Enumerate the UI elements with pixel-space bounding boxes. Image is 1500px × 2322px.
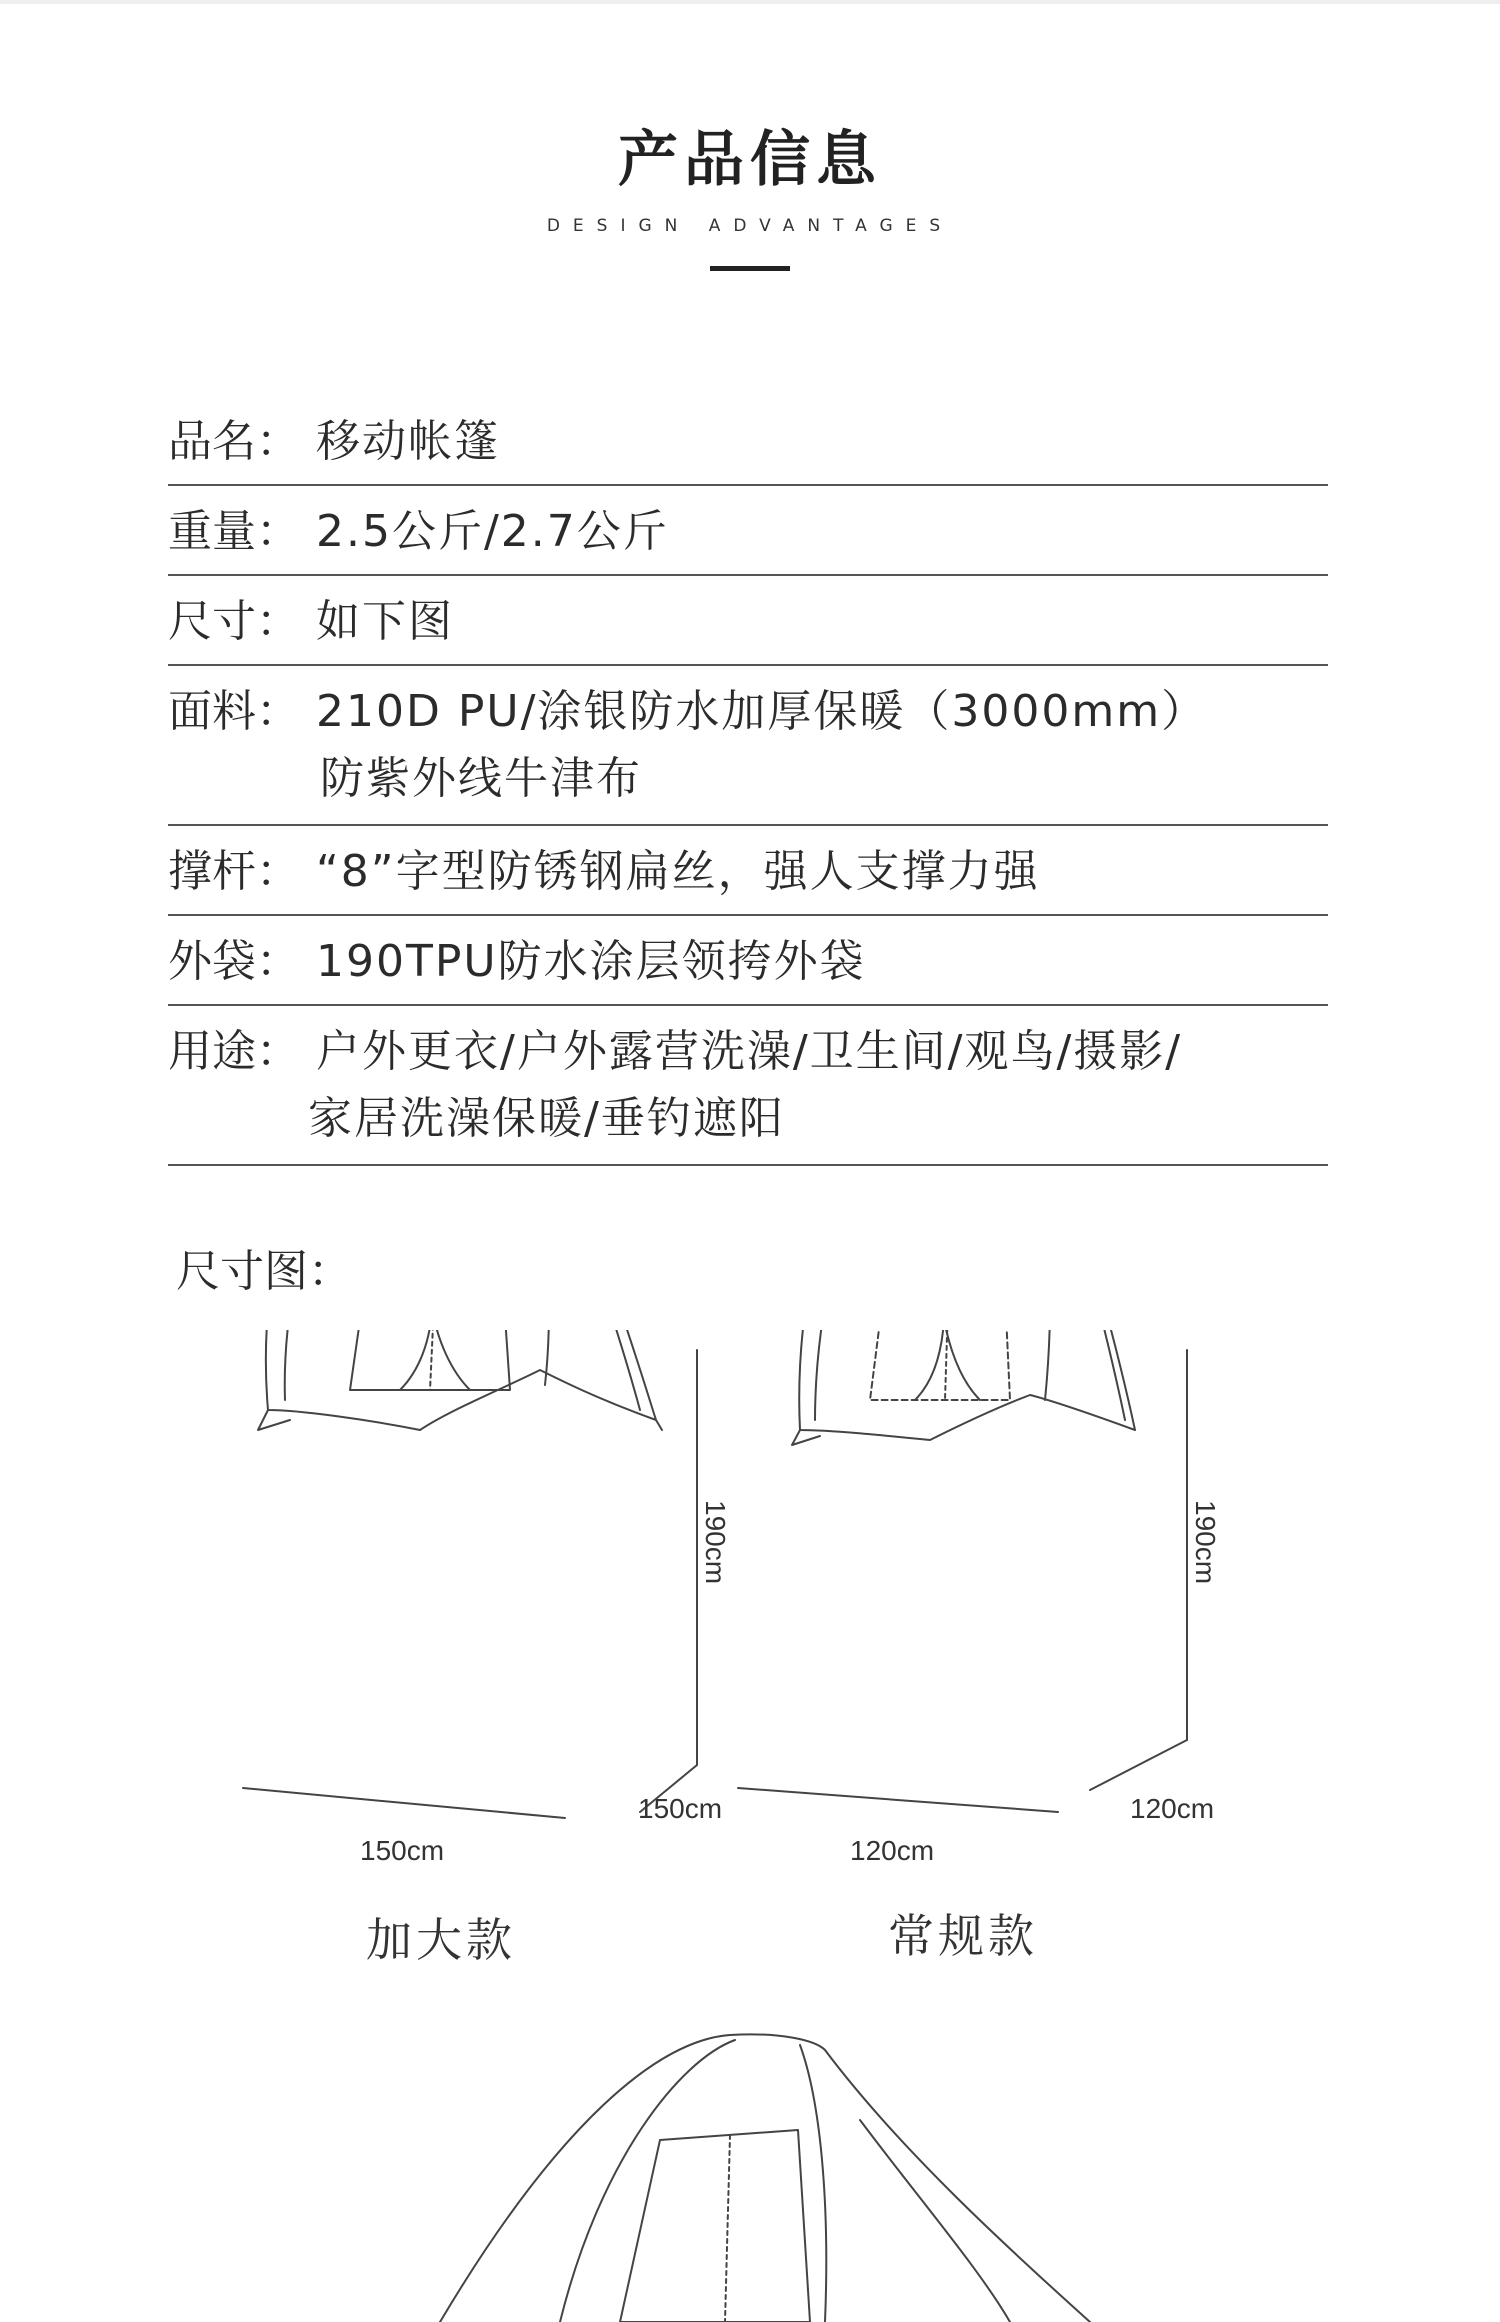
large-height-label: 190cm xyxy=(700,1500,731,1585)
model-name-large: 加大款 xyxy=(366,1913,516,1967)
spec-value: 移动帐篷 xyxy=(316,416,500,467)
tent-regular-illustration xyxy=(792,1330,1135,1445)
large-width-label: 150cm xyxy=(360,1835,445,1866)
spec-value: 户外更衣/户外露营洗澡/卫生间/观鸟/摄影/ xyxy=(316,1026,1183,1077)
tent-bottom-illustration xyxy=(440,2034,1090,2322)
spec-row-size xyxy=(168,576,1328,666)
size-chart-heading: 尺寸图： xyxy=(176,1246,352,1297)
spec-row-weight xyxy=(168,486,1328,576)
spec-row-bag xyxy=(168,916,1328,1006)
spec-value: 190TPU防水涂层领挎外袋 xyxy=(316,936,866,987)
spec-label: 面料： xyxy=(168,686,300,737)
spec-row-pole xyxy=(168,826,1328,916)
spec-label: 重量： xyxy=(168,506,300,557)
spec-row-usage xyxy=(168,1006,1328,1166)
spec-label: 用途： xyxy=(168,1026,300,1077)
regular-depth-label: 120cm xyxy=(1130,1793,1215,1824)
spec-label: 品名： xyxy=(168,416,300,467)
page-title: 产品信息 xyxy=(618,125,882,195)
regular-width-label: 120cm xyxy=(850,1835,935,1866)
spec-value: 如下图 xyxy=(316,596,454,647)
spec-value: “8”字型防锈钢扁丝，强人支撑力强 xyxy=(316,846,1040,897)
spec-label: 外袋： xyxy=(168,936,300,987)
spec-value-continuation: 防紫外线牛津布 xyxy=(320,753,642,804)
page-subtitle: DESIGN ADVANTAGES xyxy=(546,216,954,236)
large-depth-label: 150cm xyxy=(638,1793,723,1824)
model-name-regular: 常规款 xyxy=(888,1909,1038,1963)
spec-row-fabric xyxy=(168,666,1328,826)
tent-large-illustration xyxy=(258,1330,662,1430)
spec-table xyxy=(168,396,1328,1166)
title-underline xyxy=(710,266,790,271)
spec-row-name xyxy=(168,396,1328,486)
spec-label: 尺寸： xyxy=(168,596,300,647)
spec-value: 2.5公斤/2.7公斤 xyxy=(316,506,669,557)
regular-height-label: 190cm xyxy=(1190,1500,1221,1585)
size-diagram xyxy=(0,1330,1500,2322)
top-divider xyxy=(0,0,1500,4)
spec-label: 撑杆： xyxy=(168,846,300,897)
spec-value: 210D PU/涂银防水加厚保暖（3000mm） xyxy=(316,686,1208,737)
section-header xyxy=(0,120,1500,271)
spec-value-continuation: 家居洗澡保暖/垂钓遮阳 xyxy=(308,1093,785,1144)
